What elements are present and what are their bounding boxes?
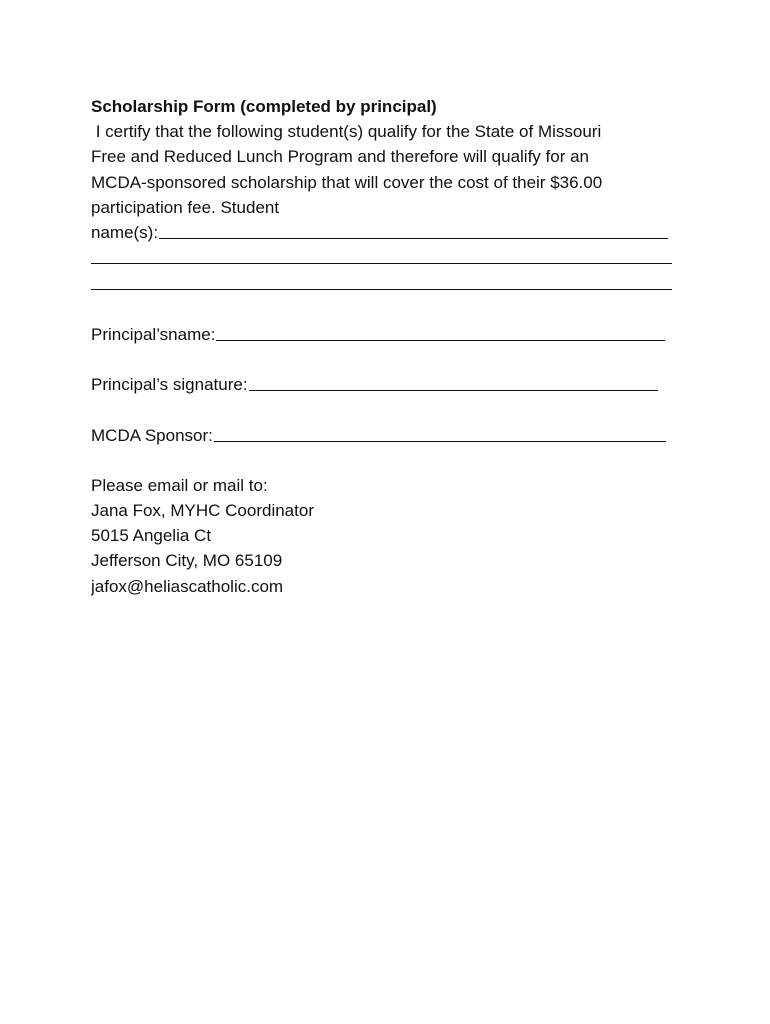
contact-name: Jana Fox, MYHC Coordinator xyxy=(91,501,314,521)
contact-intro: Please email or mail to: xyxy=(91,475,268,495)
mcda-sponsor-line[interactable] xyxy=(214,425,666,442)
contact-city: Jefferson City, MO 65109 xyxy=(91,551,283,571)
mcda-sponsor-label: MCDA Sponsor: xyxy=(91,425,213,445)
student-names-line-1[interactable] xyxy=(159,222,668,239)
certification-line-3: MCDA-sponsored scholarship that will cover the cost of their $36.00 xyxy=(91,172,603,192)
principal-name-line[interactable] xyxy=(216,324,665,341)
contact-street: 5015 Angelia Ct xyxy=(91,526,212,546)
student-names-line-2[interactable] xyxy=(91,245,672,264)
certification-line-4: participation fee. Student xyxy=(91,197,280,217)
principal-signature-line[interactable] xyxy=(249,374,658,391)
certification-line-1: I certify that the following student(s) qualify for the State of Missouri xyxy=(91,122,602,142)
spacer xyxy=(91,448,691,473)
student-names-label: name(s): xyxy=(91,223,159,243)
certification-line-2: Free and Reduced Lunch Program and therefore will qualify for an xyxy=(91,147,590,167)
principal-signature-label: Principal’s signature: xyxy=(91,375,248,395)
spacer xyxy=(91,398,691,423)
principal-name-label: Principal’sname: xyxy=(91,325,216,345)
form-title: Scholarship Form (completed by principal) xyxy=(91,97,437,116)
mcda-sponsor-field[interactable] xyxy=(91,423,691,448)
scholarship-form xyxy=(91,94,691,599)
student-names-field[interactable] xyxy=(91,220,691,245)
spacer xyxy=(91,347,691,372)
principal-signature-field[interactable] xyxy=(91,372,691,397)
contact-email[interactable]: jafox@heliascatholic.com xyxy=(91,576,284,596)
principal-name-field[interactable] xyxy=(91,322,691,347)
student-names-line-3[interactable] xyxy=(91,271,672,290)
spacer xyxy=(91,297,691,322)
